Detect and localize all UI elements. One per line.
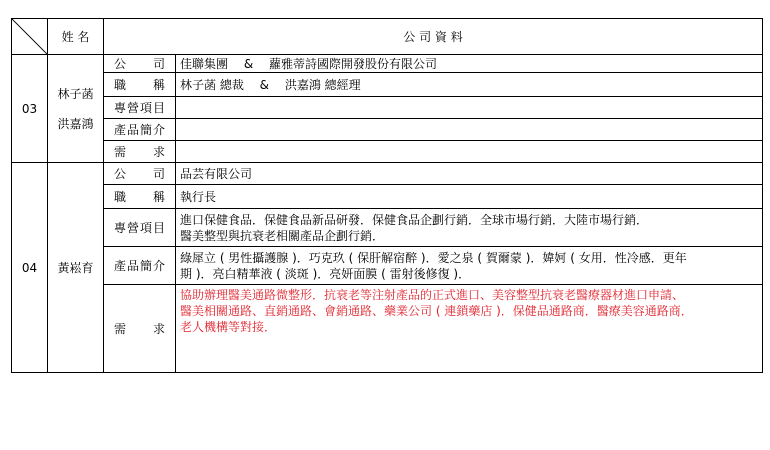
ampersand: & xyxy=(243,56,254,71)
table-row xyxy=(12,97,763,119)
table-row xyxy=(12,285,763,373)
header-row xyxy=(12,19,763,55)
label-demand: 需 求 xyxy=(104,141,176,163)
title-value xyxy=(176,73,763,97)
ampersand: & xyxy=(259,77,270,92)
table-row xyxy=(12,119,763,141)
table-row xyxy=(12,247,763,285)
label-company: 公 司 xyxy=(104,55,176,73)
company-info-header: 公 司 資 料 xyxy=(104,19,763,55)
person-name: 林子菡 xyxy=(57,86,94,101)
table-row xyxy=(12,141,763,163)
person-names xyxy=(48,55,104,163)
business-value xyxy=(176,209,763,247)
title-value: 執行長 xyxy=(176,185,763,209)
person-name: 洪嘉鴻 xyxy=(57,116,94,131)
demand-value xyxy=(176,285,763,373)
product-value xyxy=(176,119,763,141)
label-product: 產品簡介 xyxy=(104,119,176,141)
person-name: 黃崧育 xyxy=(48,163,104,373)
demand-line: 醫美相關通路、直銷通路、會銷通路、藥業公司 ( 連鎖藥店 )．保健品通路商．醫療美容通路商． xyxy=(180,304,693,318)
label-title: 職 稱 xyxy=(104,73,176,97)
name-column-header: 姓 名 xyxy=(48,19,104,55)
title-b: 洪嘉鴻 總經理 xyxy=(284,77,361,92)
product-value xyxy=(176,247,763,285)
record-number: 04 xyxy=(12,163,48,373)
diagonal-line-icon xyxy=(12,19,47,54)
demand-line: 協助辦理醫美通路微整形．抗衰老等注射產品的正式進口、美容整型抗衰老醫療器材進口申請、 xyxy=(180,288,685,302)
table-row xyxy=(12,185,763,209)
label-business: 專營項目 xyxy=(104,97,176,119)
title-a: 林子菡 總裁 xyxy=(180,77,244,92)
table-row xyxy=(12,163,763,185)
label-demand: 需 求 xyxy=(104,285,176,373)
table-row xyxy=(12,55,763,73)
company-info-table xyxy=(11,18,763,373)
product-line: 綠犀立 ( 男性攝護腺 )．巧克玖 ( 保肝解宿醉 )．愛之泉 ( 賀爾蒙 )．媁妸 ( 女用．性冷感．更年 xyxy=(180,250,687,265)
label-title: 職 稱 xyxy=(104,185,176,209)
demand-line: 老人機構等對接． xyxy=(180,320,277,334)
business-line: 進口保健食品．保健食品新品研發．保健食品企劃行銷．全球市場行銷．大陸市場行銷． xyxy=(180,212,649,227)
label-product: 產品簡介 xyxy=(104,247,176,285)
label-business: 專營項目 xyxy=(104,209,176,247)
demand-value xyxy=(176,141,763,163)
business-value xyxy=(176,97,763,119)
company-name-a: 佳聯集團 xyxy=(180,56,229,71)
product-line: 期 )．亮白精華液 ( 淡斑 )．亮妍面膜 ( 雷射後修復 )． xyxy=(180,266,471,281)
business-line: 醫美整型與抗衰老相關產品企劃行銷． xyxy=(180,228,385,243)
table-row xyxy=(12,209,763,247)
diagonal-corner-cell xyxy=(12,19,48,55)
company-value: 品芸有限公司 xyxy=(176,163,763,185)
company-value xyxy=(176,55,763,73)
company-name-b: 蘿雅蒂詩國際開發股份有限公司 xyxy=(269,56,438,71)
record-number: 03 xyxy=(12,55,48,163)
table-row xyxy=(12,73,763,97)
label-company: 公 司 xyxy=(104,163,176,185)
